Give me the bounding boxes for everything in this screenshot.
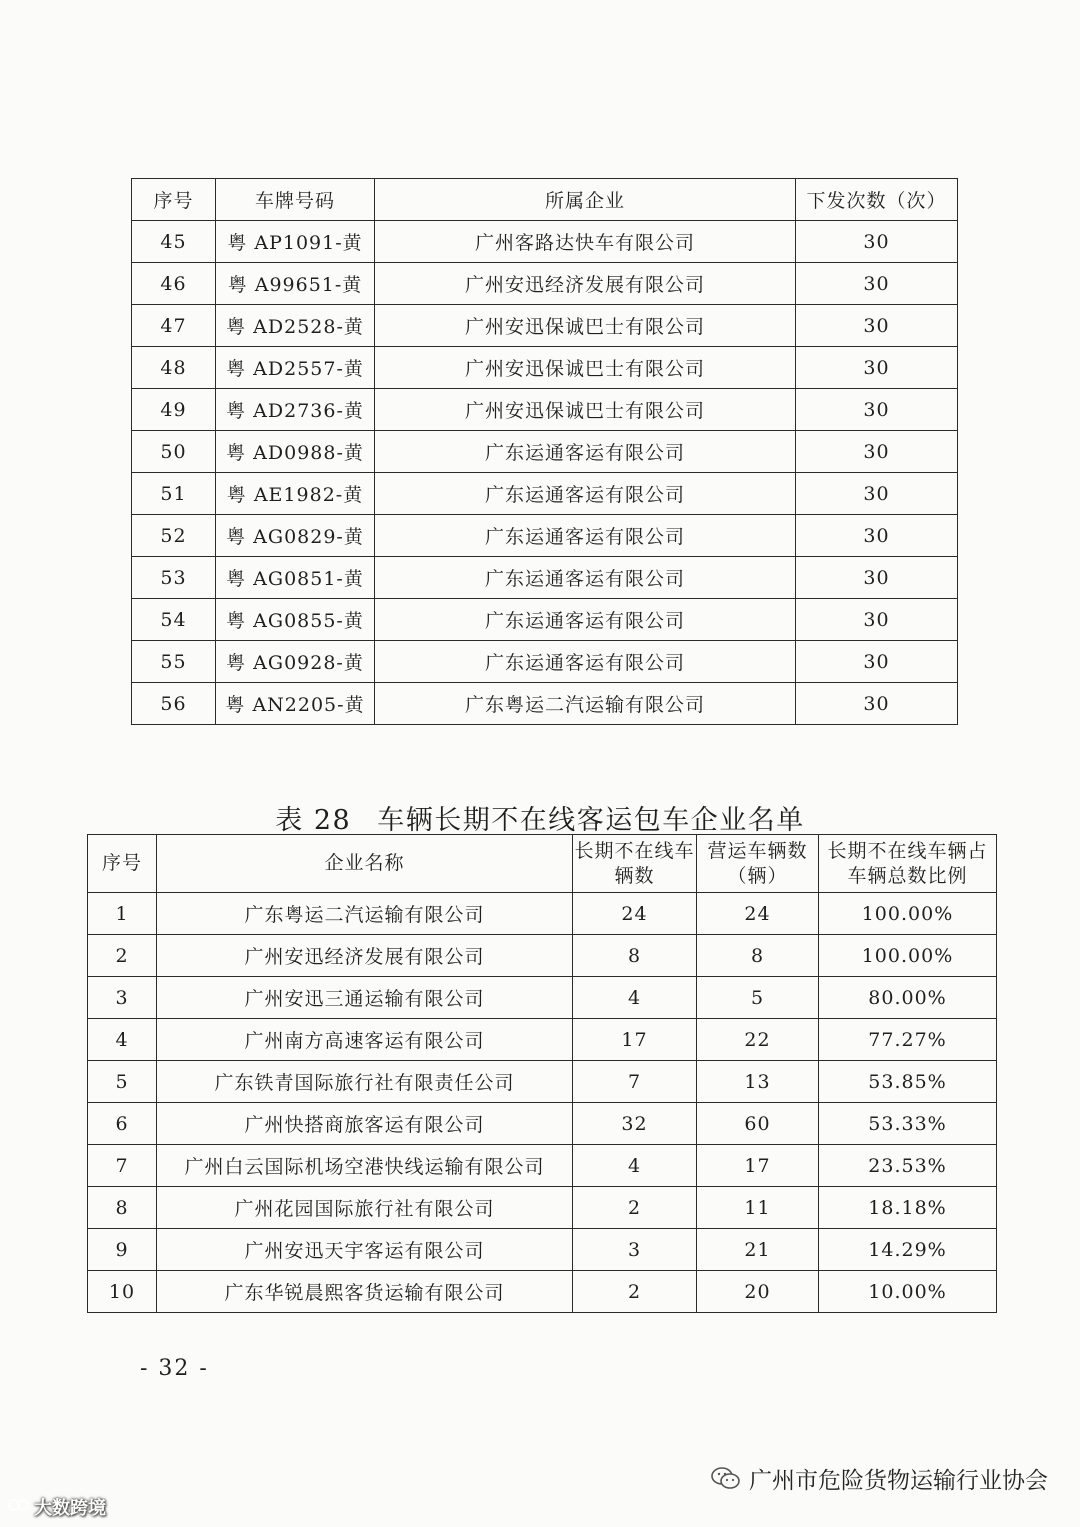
table-row [132, 305, 958, 347]
cell-serial: 49 [132, 389, 216, 431]
cell-offline: 32 [573, 1103, 697, 1145]
cell-serial: 2 [88, 935, 157, 977]
table-row [132, 263, 958, 305]
cell-plate: 粤 A99651-黄 [216, 263, 375, 305]
cell-plate: 粤 AD2736-黄 [216, 389, 375, 431]
table-row [132, 557, 958, 599]
cell-plate: 粤 AN2205-黄 [216, 683, 375, 725]
cell-plate: 粤 AG0829-黄 [216, 515, 375, 557]
cell-serial: 9 [88, 1229, 157, 1271]
cell-count: 30 [796, 347, 958, 389]
header-serial: 序号 [132, 179, 216, 221]
table-row [88, 977, 997, 1019]
cell-ratio: 53.33% [819, 1103, 997, 1145]
cell-company: 广东铁青国际旅行社有限责任公司 [157, 1061, 573, 1103]
cell-company: 广东粤运二汽运输有限公司 [157, 893, 573, 935]
table-row [132, 683, 958, 725]
cell-count: 30 [796, 557, 958, 599]
cell-offline: 3 [573, 1229, 697, 1271]
cell-serial: 54 [132, 599, 216, 641]
table-row [88, 1145, 997, 1187]
watermark-brand [8, 1494, 106, 1520]
cell-company: 广州安迅经济发展有限公司 [157, 935, 573, 977]
cell-plate: 粤 AD2557-黄 [216, 347, 375, 389]
table-row [88, 935, 997, 977]
cell-company: 广东运通客运有限公司 [375, 515, 796, 557]
cell-serial: 48 [132, 347, 216, 389]
table-row [88, 1271, 997, 1313]
cell-plate: 粤 AG0928-黄 [216, 641, 375, 683]
cell-company: 广州白云国际机场空港快线运输有限公司 [157, 1145, 573, 1187]
cell-operating: 20 [697, 1271, 819, 1313]
cell-plate: 粤 AG0851-黄 [216, 557, 375, 599]
page-number: - 32 - [140, 1356, 209, 1381]
cell-company: 广东华锐晨熙客货运输有限公司 [157, 1271, 573, 1313]
brand-logo-icon [8, 1496, 30, 1519]
cell-operating: 8 [697, 935, 819, 977]
table-row [88, 1061, 997, 1103]
cell-ratio: 14.29% [819, 1229, 997, 1271]
cell-serial: 56 [132, 683, 216, 725]
cell-operating: 11 [697, 1187, 819, 1229]
cell-serial: 52 [132, 515, 216, 557]
watermark-brand-text: 大数跨境 [34, 1498, 106, 1519]
cell-company: 广东运通客运有限公司 [375, 641, 796, 683]
cell-serial: 45 [132, 221, 216, 263]
table-row [132, 473, 958, 515]
cell-count: 30 [796, 431, 958, 473]
offline-enterprise-table [87, 834, 997, 1313]
cell-ratio: 100.00% [819, 935, 997, 977]
cell-offline: 2 [573, 1187, 697, 1229]
cell-ratio: 80.00% [819, 977, 997, 1019]
cell-serial: 1 [88, 893, 157, 935]
table-row [132, 641, 958, 683]
cell-company: 广东运通客运有限公司 [375, 431, 796, 473]
cell-company: 广州安迅保诚巴士有限公司 [375, 347, 796, 389]
watermark-account-name: 广州市危险货物运输行业协会 [749, 1468, 1048, 1494]
table-row [132, 515, 958, 557]
table-header-row [88, 835, 997, 893]
cell-company: 广州安迅天宇客运有限公司 [157, 1229, 573, 1271]
cell-ratio: 100.00% [819, 893, 997, 935]
table-row [132, 221, 958, 263]
table-row [88, 893, 997, 935]
cell-count: 30 [796, 641, 958, 683]
cell-offline: 24 [573, 893, 697, 935]
table-28-number: 表 28 [275, 805, 352, 836]
cell-serial: 53 [132, 557, 216, 599]
cell-count: 30 [796, 305, 958, 347]
cell-count: 30 [796, 263, 958, 305]
table-row [132, 431, 958, 473]
cell-ratio: 23.53% [819, 1145, 997, 1187]
cell-operating: 17 [697, 1145, 819, 1187]
table-row [88, 1187, 997, 1229]
cell-serial: 7 [88, 1145, 157, 1187]
cell-operating: 24 [697, 893, 819, 935]
cell-company: 广东运通客运有限公司 [375, 557, 796, 599]
table-row [132, 347, 958, 389]
cell-offline: 7 [573, 1061, 697, 1103]
cell-company: 广东运通客运有限公司 [375, 599, 796, 641]
cell-serial: 3 [88, 977, 157, 1019]
cell-company: 广东运通客运有限公司 [375, 473, 796, 515]
cell-plate: 粤 AD0988-黄 [216, 431, 375, 473]
table-28-caption: 车辆长期不在线客运包车企业名单 [377, 805, 805, 836]
cell-company: 广州南方高速客运有限公司 [157, 1019, 573, 1061]
cell-operating: 13 [697, 1061, 819, 1103]
cell-ratio: 18.18% [819, 1187, 997, 1229]
cell-serial: 55 [132, 641, 216, 683]
cell-serial: 4 [88, 1019, 157, 1061]
cell-operating: 60 [697, 1103, 819, 1145]
header-dispatch-count: 下发次数（次） [796, 179, 958, 221]
cell-company: 广州花园国际旅行社有限公司 [157, 1187, 573, 1229]
cell-count: 30 [796, 599, 958, 641]
cell-plate: 粤 AP1091-黄 [216, 221, 375, 263]
table-row [88, 1229, 997, 1271]
header-company-name: 企业名称 [157, 835, 573, 893]
cell-company: 广州安迅经济发展有限公司 [375, 263, 796, 305]
cell-ratio: 53.85% [819, 1061, 997, 1103]
cell-company: 广州安迅保诚巴士有限公司 [375, 389, 796, 431]
cell-serial: 8 [88, 1187, 157, 1229]
wechat-icon [711, 1466, 741, 1492]
table-row [88, 1019, 997, 1061]
cell-offline: 8 [573, 935, 697, 977]
cell-operating: 5 [697, 977, 819, 1019]
cell-serial: 10 [88, 1271, 157, 1313]
cell-ratio: 77.27% [819, 1019, 997, 1061]
header-company: 所属企业 [375, 179, 796, 221]
cell-plate: 粤 AE1982-黄 [216, 473, 375, 515]
cell-company: 广东粤运二汽运输有限公司 [375, 683, 796, 725]
cell-company: 广州安迅保诚巴士有限公司 [375, 305, 796, 347]
cell-offline: 4 [573, 1145, 697, 1187]
cell-offline: 17 [573, 1019, 697, 1061]
cell-count: 30 [796, 389, 958, 431]
table-row [132, 389, 958, 431]
cell-ratio: 10.00% [819, 1271, 997, 1313]
watermark-wechat-account [711, 1462, 1048, 1495]
header-operating-vehicles: 营运车辆数（辆） [697, 835, 819, 893]
header-plate: 车牌号码 [216, 179, 375, 221]
cell-count: 30 [796, 683, 958, 725]
cell-serial: 6 [88, 1103, 157, 1145]
cell-serial: 50 [132, 431, 216, 473]
cell-plate: 粤 AG0855-黄 [216, 599, 375, 641]
cell-serial: 47 [132, 305, 216, 347]
cell-company: 广州安迅三通运输有限公司 [157, 977, 573, 1019]
cell-company: 广州客路达快车有限公司 [375, 221, 796, 263]
cell-company: 广州快搭商旅客运有限公司 [157, 1103, 573, 1145]
cell-count: 30 [796, 515, 958, 557]
header-serial: 序号 [88, 835, 157, 893]
table-row [132, 599, 958, 641]
cell-serial: 51 [132, 473, 216, 515]
cell-count: 30 [796, 473, 958, 515]
cell-offline: 2 [573, 1271, 697, 1313]
header-offline-vehicles: 长期不在线车辆数 [573, 835, 697, 893]
cell-plate: 粤 AD2528-黄 [216, 305, 375, 347]
cell-offline: 4 [573, 977, 697, 1019]
cell-count: 30 [796, 221, 958, 263]
vehicle-dispatch-table [131, 178, 958, 725]
header-offline-ratio: 长期不在线车辆占车辆总数比例 [819, 835, 997, 893]
cell-serial: 5 [88, 1061, 157, 1103]
table-28-title [0, 798, 1080, 837]
table-header-row [132, 179, 958, 221]
cell-operating: 22 [697, 1019, 819, 1061]
cell-serial: 46 [132, 263, 216, 305]
cell-operating: 21 [697, 1229, 819, 1271]
table-row [88, 1103, 997, 1145]
